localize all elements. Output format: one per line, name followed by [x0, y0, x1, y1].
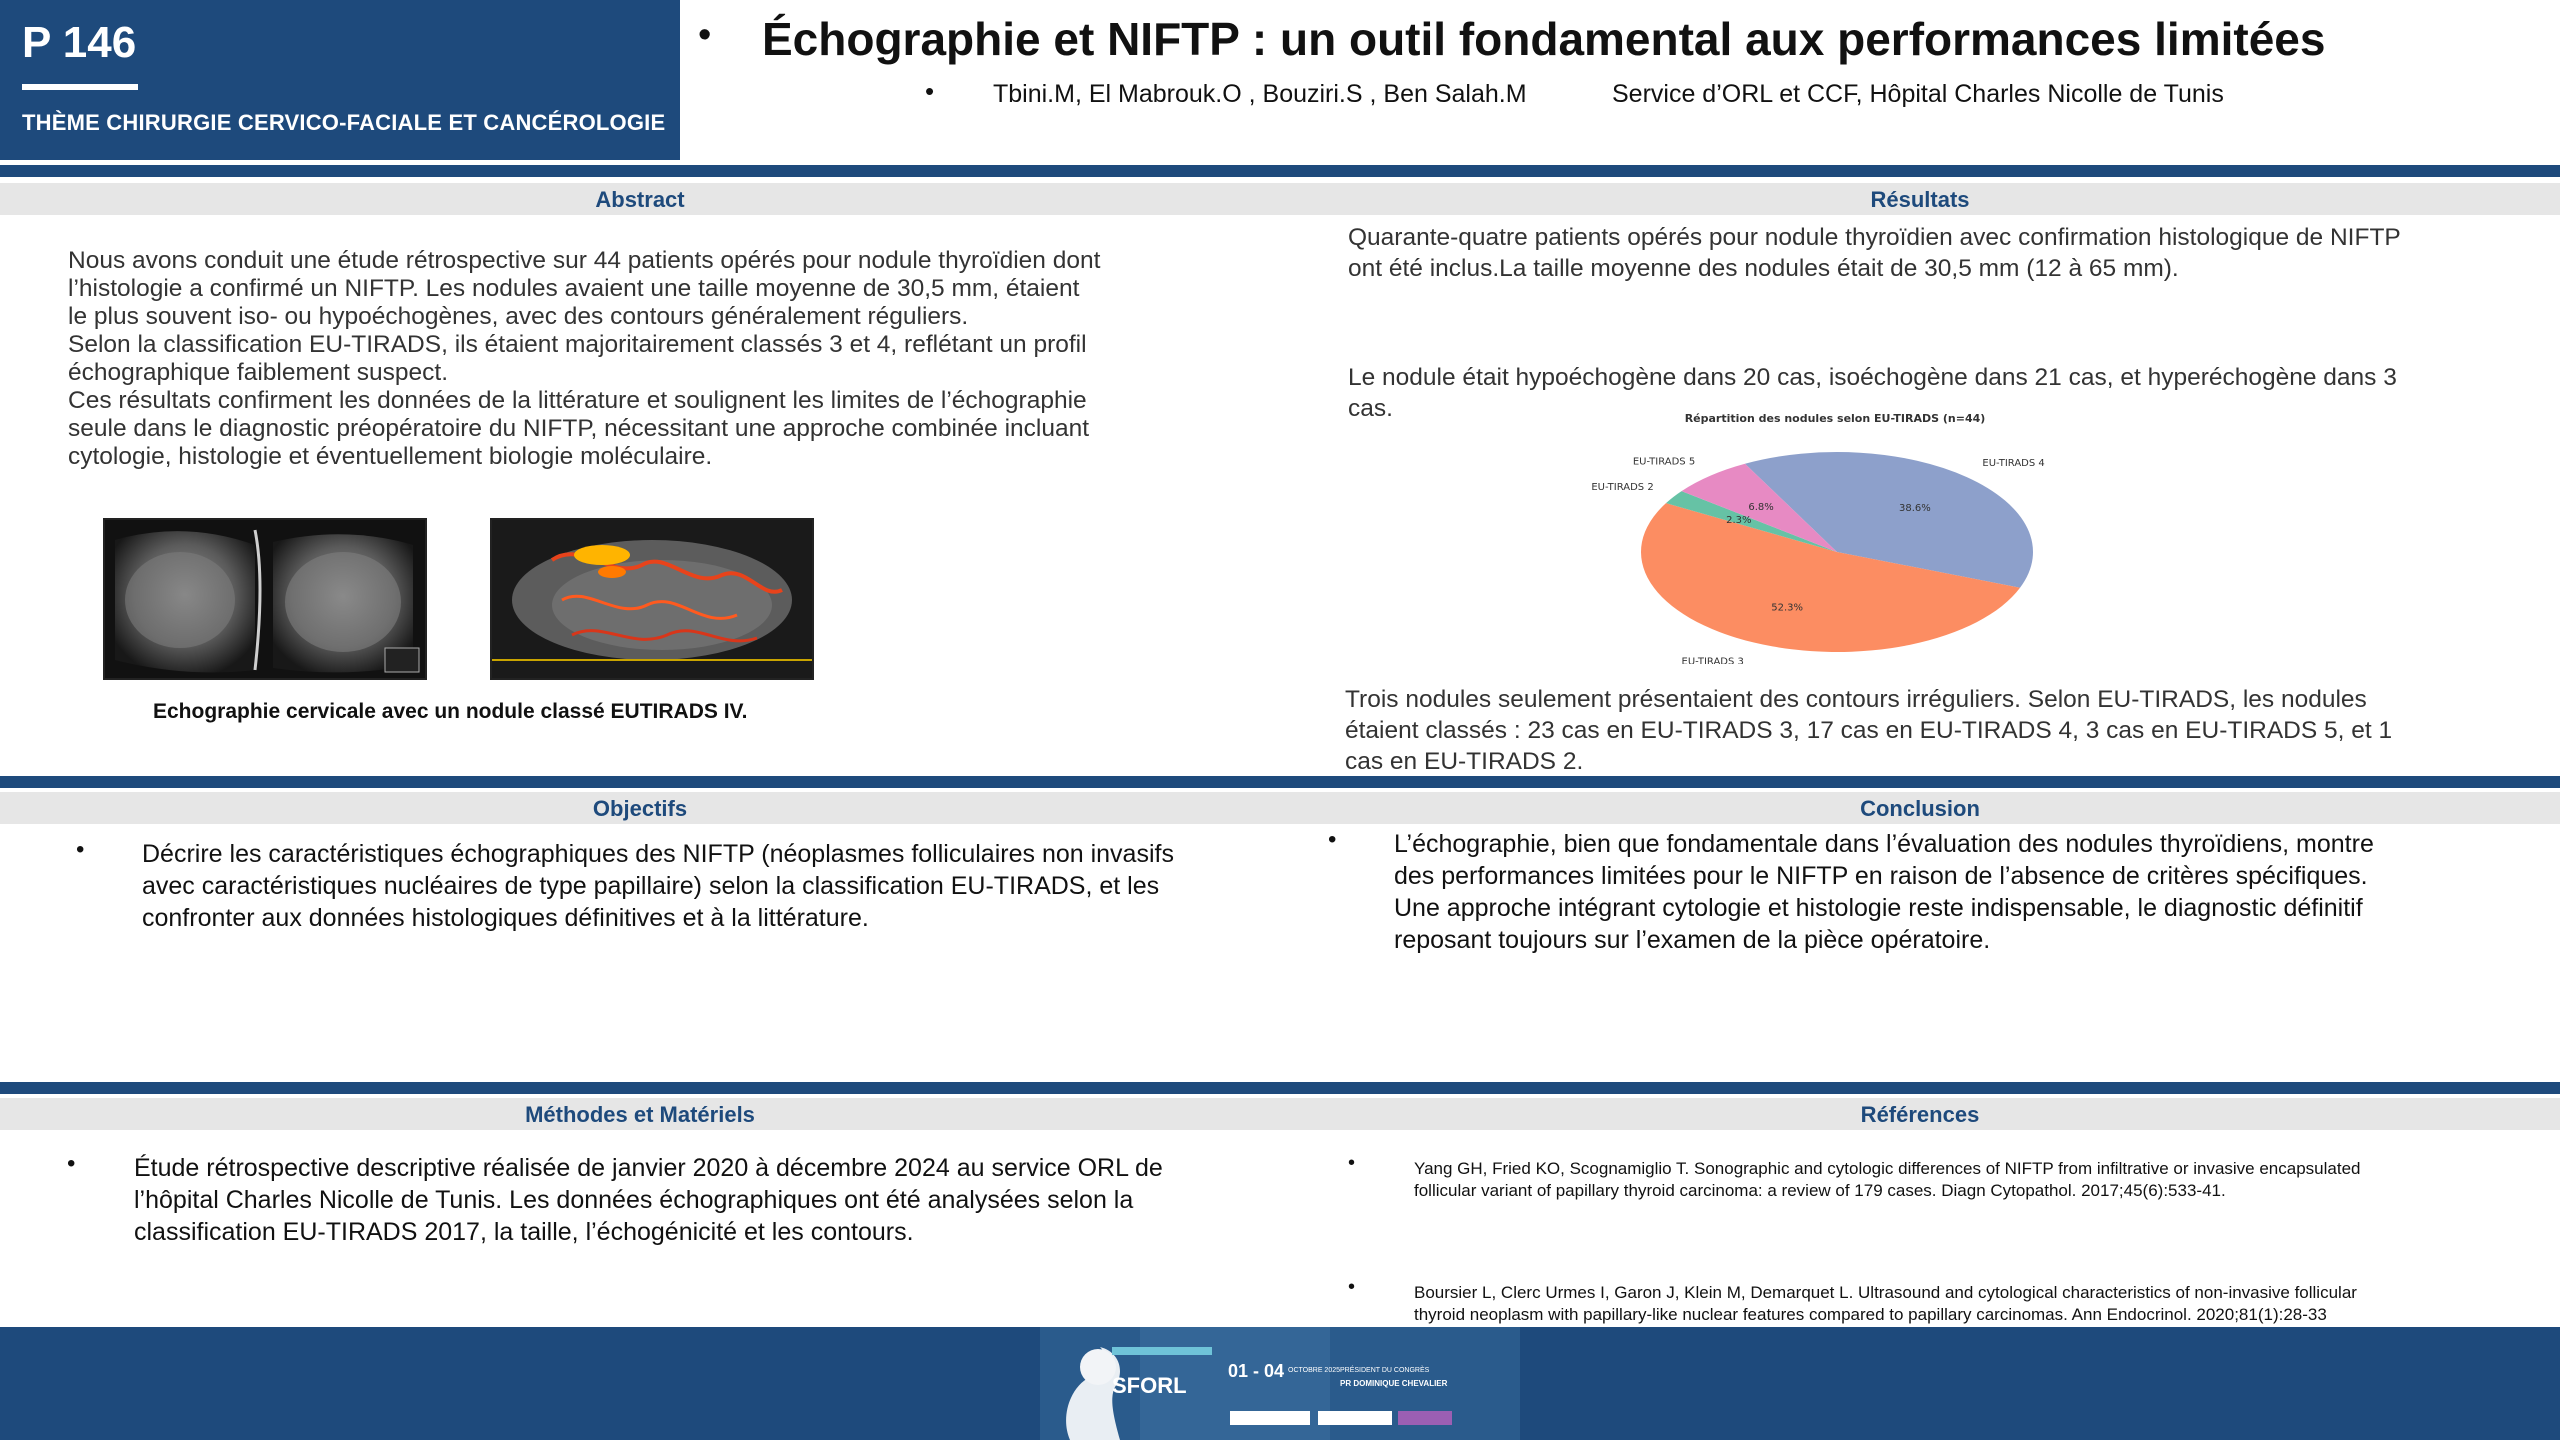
divider-bottom [0, 1082, 2560, 1094]
methodes-body [134, 1152, 1294, 1248]
divider-top [0, 165, 2560, 177]
eutirads-pie-chart [1540, 404, 2100, 664]
divider-middle [0, 776, 2560, 788]
pie-pct-label: 6.8% [1748, 502, 1774, 514]
pie-pct-label: 38.6% [1899, 503, 1931, 515]
abstract-line: seule dans le diagnostic préopératoire du NIFTP, nécessitant une approche combinée incluant [68, 415, 1090, 442]
reference-bullet-icon: • [1348, 1276, 1356, 1298]
methodes-bullet-icon: • [67, 1150, 76, 1177]
sponsor-logo [1318, 1411, 1392, 1425]
objectifs-heading: Objectifs [592, 796, 688, 821]
references-heading: Références [1860, 1102, 1980, 1127]
pie-category-label: EU-TIRADS 5 [1632, 456, 1696, 468]
ultrasound-image-grayscale [103, 518, 427, 680]
objectifs-bullet-icon: • [76, 836, 85, 863]
reference-item [1414, 1282, 2544, 1326]
badge-divider [22, 84, 138, 90]
abstract-line: Ces résultats confirment les données de la littérature et soulignent les limites de l’échographie [68, 387, 1087, 414]
reference-line: thyroid neoplasm with papillary-like nuclear features compared to papillary carcinomas. Ann Endocrinol. 2020;81(1):28-33 [1414, 1305, 2327, 1324]
section-header-row-2 [0, 792, 2560, 824]
objectifs-line: avec caractéristiques nucléaires de type papillaire) selon la classification EU-TIRADS, et les [142, 872, 1160, 900]
resultats-line: ont été inclus.La taille moyenne des nodules était de 30,5 mm (12 à 65 mm). [1348, 255, 2179, 282]
poster-theme: THÈME CHIRURGIE CERVICO-FACIALE ET CANCÉROLOGIE [22, 110, 666, 135]
conclusion-line: reposant toujours sur l’examen de la pièce opératoire. [1394, 926, 1991, 954]
pie-category-label: EU-TIRADS 3 [1681, 656, 1744, 664]
affiliation: Service d’ORL et CCF, Hôpital Charles Nicolle de Tunis [1612, 80, 2224, 108]
conclusion-body [1394, 828, 2524, 956]
abstract-body [68, 247, 1268, 471]
reference-line: follicular variant of papillary thyroid carcinoma: a review of 179 cases. Diagn Cytopathol. 2017;45(6):533-41. [1414, 1181, 2226, 1200]
abstract-line: le plus souvent iso- ou hypoéchogènes, avec des contours généralement réguliers. [68, 303, 969, 330]
resultats-line: Trois nodules seulement présentaient des contours irréguliers. Selon EU-TIRADS, les nodules [1345, 686, 2367, 713]
title-bullet-icon: • [698, 14, 712, 56]
authors: Tbini.M, El Mabrouk.O , Bouziri.S , Ben Salah.M [993, 80, 1527, 108]
resultats-paragraph-1 [1348, 222, 2538, 284]
abstract-line: cytologie, histologie et éventuellement biologie moléculaire. [68, 443, 713, 470]
ultrasound-image-doppler [490, 518, 814, 680]
reference-line: Yang GH, Fried KO, Scognamiglio T. Sonographic and cytologic differences of NIFTP from infiltrative or invasive encapsulated [1414, 1159, 2361, 1178]
abstract-line: Nous avons conduit une étude rétrospective sur 44 patients opérés pour nodule thyroïdien dont [68, 247, 1101, 274]
objectifs-body [142, 838, 1292, 934]
section-header-row-1 [0, 183, 2560, 215]
abstract-line: l’histologie a confirmé un NIFTP. Les nodules avaient une taille moyenne de 30,5 mm, étaient [68, 275, 1080, 302]
conclusion-bullet-icon: • [1328, 826, 1337, 853]
abstract-line: échographique faiblement suspect. [68, 359, 449, 386]
reference-line: Boursier L, Clerc Urmes I, Garon J, Klein M, Demarquet L. Ultrasound and cytological characteristics of non-invasive follicular [1414, 1283, 2357, 1302]
methodes-line: l’hôpital Charles Nicolle de Tunis. Les données échographiques ont été analysées selon la [134, 1186, 1134, 1214]
poster-title: Échographie et NIFTP : un outil fondamental aux performances limitées [762, 13, 2326, 65]
pie-category-label: EU-TIRADS 4 [1982, 458, 2045, 470]
president-name: PR DOMINIQUE CHEVALIER [1340, 1379, 1448, 1388]
sponsor-logo [1398, 1411, 1452, 1425]
congress-name: SFORL [1112, 1373, 1187, 1398]
congress-month: OCTOBRE 2025 [1288, 1367, 1341, 1374]
pie-pct-label: 52.3% [1771, 602, 1804, 614]
methodes-line: Étude rétrospective descriptive réalisée de janvier 2020 à décembre 2024 au service ORL de [134, 1154, 1163, 1182]
chart-title: Répartition des nodules selon EU-TIRADS (n=44) [1684, 412, 1986, 425]
resultats-heading: Résultats [1870, 187, 1970, 212]
abstract-heading: Abstract [595, 187, 685, 212]
authors-bullet-icon: • [925, 76, 935, 106]
conclusion-heading: Conclusion [1860, 796, 1980, 821]
resultats-line: Le nodule était hypoéchogène dans 20 cas, isoéchogène dans 21 cas, et hyperéchogène dans 3 [1348, 364, 2397, 391]
section-header-row-3 [0, 1098, 2560, 1130]
reference-bullet-icon: • [1348, 1152, 1356, 1174]
objectifs-line: confronter aux données histologiques définitives et à la littérature. [142, 904, 869, 932]
resultats-line: cas en EU-TIRADS 2. [1345, 748, 1584, 775]
poster-badge [0, 0, 680, 160]
president-label: PRÉSIDENT DU CONGRÈS [1340, 1367, 1430, 1374]
resultats-line: étaient classés : 23 cas en EU-TIRADS 3, 17 cas en EU-TIRADS 4, 3 cas en EU-TIRADS 5, et 1 [1345, 717, 2393, 744]
congress-banner [1040, 1327, 1520, 1440]
congress-dates: 01 - 04 [1228, 1361, 1285, 1381]
pie-pct-label: 2.3% [1726, 514, 1752, 526]
resultats-line: Quarante-quatre patients opérés pour nodule thyroïdien avec confirmation histologique de NIFTP [1348, 224, 2401, 251]
poster-number: P 146 [22, 18, 137, 67]
objectifs-line: Décrire les caractéristiques échographiques des NIFTP (néoplasmes folliculaires non invasifs [142, 840, 1174, 868]
pie-category-label: EU-TIRADS 2 [1591, 481, 1654, 493]
methodes-line: classification EU-TIRADS 2017, la taille, l’échogénicité et les contours. [134, 1218, 914, 1246]
sponsor-logo [1230, 1411, 1310, 1425]
conclusion-line: Une approche intégrant cytologie et histologie reste indispensable, le diagnostic définitif [1394, 894, 2363, 922]
resultats-line: cas. [1348, 395, 1393, 422]
conclusion-line: L’échographie, bien que fondamentale dans l’évaluation des nodules thyroïdiens, montre [1394, 830, 2374, 858]
methodes-heading: Méthodes et Matériels [525, 1102, 755, 1127]
conclusion-line: des performances limitées pour le NIFTP en raison de l’absence de critères spécifiques. [1394, 862, 2368, 890]
abstract-line: Selon la classification EU-TIRADS, ils étaient majoritairement classés 3 et 4, reflétant un profil [68, 331, 1087, 358]
resultats-paragraph-3 [1345, 684, 2545, 777]
image-caption: Echographie cervicale avec un nodule classé EUTIRADS IV. [153, 700, 748, 723]
reference-item [1414, 1158, 2544, 1202]
